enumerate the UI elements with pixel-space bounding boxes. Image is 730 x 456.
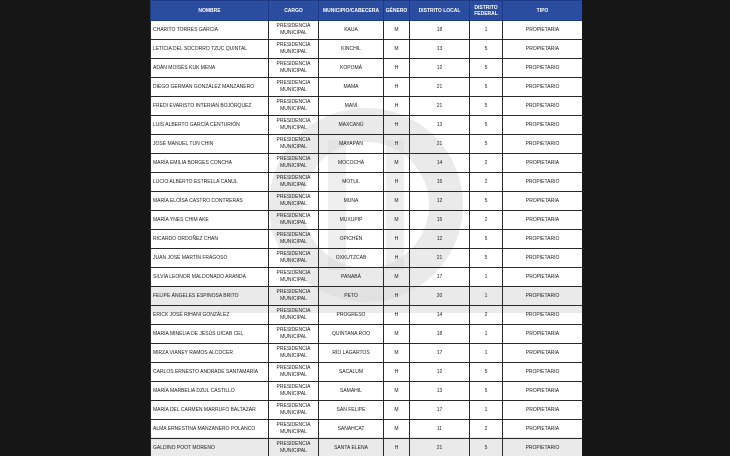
cell-municipio: PROGRESO <box>319 306 384 325</box>
cell-distrito-federal: 1 <box>470 21 503 40</box>
cell-nombre: FREDI EVARISTO INTERIÁN BOJÓRQUEZ <box>151 97 269 116</box>
cell-distrito-local: 21 <box>410 78 470 97</box>
cell-genero: M <box>384 268 410 287</box>
cell-cargo: PRESIDENCIA MUNICIPAL <box>269 78 319 97</box>
header-genero: GÉNERO <box>384 1 410 21</box>
cell-tipo: PROPIETARIO <box>503 116 583 135</box>
table-row <box>151 192 583 211</box>
cell-municipio: SACALUM <box>319 363 384 382</box>
cell-distrito-federal: 5 <box>470 382 503 401</box>
cell-genero: H <box>384 173 410 192</box>
cell-nombre: MARÍA YNES CHIM AKE <box>151 211 269 230</box>
cell-tipo: PROPIETARIA <box>503 154 583 173</box>
cell-genero: H <box>384 439 410 456</box>
cell-distrito-local: 21 <box>410 97 470 116</box>
table-row <box>151 97 583 116</box>
cell-nombre: LUCIO ALBERTO ESTRELLA CANUL <box>151 173 269 192</box>
cell-nombre: JOSÉ MANUEL TUN CHIN <box>151 135 269 154</box>
cell-genero: H <box>384 59 410 78</box>
cell-cargo: PRESIDENCIA MUNICIPAL <box>269 363 319 382</box>
cell-cargo: PRESIDENCIA MUNICIPAL <box>269 59 319 78</box>
cell-cargo: PRESIDENCIA MUNICIPAL <box>269 382 319 401</box>
cell-nombre: CHARITO TORRES GARCÍA <box>151 21 269 40</box>
cell-nombre: ADÁN MOISÉS KUK MENA <box>151 59 269 78</box>
cell-genero: H <box>384 363 410 382</box>
cell-tipo: PROPIETARIO <box>503 287 583 306</box>
cell-nombre: MARÍA DEL CARMEN MARRUFO BALTAZAR <box>151 401 269 420</box>
table-row <box>151 363 583 382</box>
table-row <box>151 230 583 249</box>
cell-municipio: MUXUPIP <box>319 211 384 230</box>
cell-genero: H <box>384 116 410 135</box>
cell-distrito-federal: 2 <box>470 211 503 230</box>
table-row <box>151 59 583 78</box>
cell-municipio: SAN FELIPE <box>319 401 384 420</box>
cell-tipo: PROPIETARIA <box>503 344 583 363</box>
table-header-row <box>151 1 583 21</box>
cell-genero: M <box>384 211 410 230</box>
cell-distrito-federal: 1 <box>470 287 503 306</box>
cell-tipo: PROPIETARIO <box>503 306 583 325</box>
cell-municipio: MUNA <box>319 192 384 211</box>
cell-distrito-federal: 5 <box>470 439 503 456</box>
cell-municipio: MAXCANÚ <box>319 116 384 135</box>
cell-distrito-federal: 5 <box>470 363 503 382</box>
table-row <box>151 211 583 230</box>
cell-municipio: SANTA ELENA <box>319 439 384 456</box>
cell-distrito-federal: 1 <box>470 344 503 363</box>
cell-municipio: KOPOMÁ <box>319 59 384 78</box>
cell-cargo: PRESIDENCIA MUNICIPAL <box>269 249 319 268</box>
cell-municipio: KINCHIL <box>319 40 384 59</box>
cell-municipio: SANAHCAT <box>319 420 384 439</box>
cell-tipo: PROPIETARIO <box>503 135 583 154</box>
cell-nombre: FELIPE ÁNGELES ESPINOSA BRITO <box>151 287 269 306</box>
cell-genero: H <box>384 230 410 249</box>
header-tipo: TIPO <box>503 1 583 21</box>
cell-distrito-local: 18 <box>410 325 470 344</box>
cell-cargo: PRESIDENCIA MUNICIPAL <box>269 306 319 325</box>
cell-cargo: PRESIDENCIA MUNICIPAL <box>269 268 319 287</box>
cell-distrito-local: 13 <box>410 40 470 59</box>
cell-tipo: PROPIETARIA <box>503 420 583 439</box>
cell-municipio: MANÍ <box>319 97 384 116</box>
cell-distrito-federal: 5 <box>470 192 503 211</box>
table-row <box>151 420 583 439</box>
cell-distrito-federal: 1 <box>470 325 503 344</box>
cell-genero: M <box>384 21 410 40</box>
cell-municipio: MAYAPÁN <box>319 135 384 154</box>
cell-distrito-federal: 5 <box>470 97 503 116</box>
cell-cargo: PRESIDENCIA MUNICIPAL <box>269 211 319 230</box>
cell-municipio: MOTUL <box>319 173 384 192</box>
cell-distrito-federal: 2 <box>470 154 503 173</box>
cell-distrito-federal: 5 <box>470 249 503 268</box>
cell-distrito-local: 17 <box>410 344 470 363</box>
cell-nombre: GALDINO POOT MORENO <box>151 439 269 456</box>
table-row <box>151 382 583 401</box>
cell-cargo: PRESIDENCIA MUNICIPAL <box>269 192 319 211</box>
cell-municipio: PANABÁ <box>319 268 384 287</box>
cell-municipio: QUINTANA ROO <box>319 325 384 344</box>
cell-distrito-local: 21 <box>410 439 470 456</box>
cell-distrito-local: 13 <box>410 116 470 135</box>
cell-tipo: PROPIETARIO <box>503 230 583 249</box>
cell-cargo: PRESIDENCIA MUNICIPAL <box>269 420 319 439</box>
cell-municipio: PETO <box>319 287 384 306</box>
cell-distrito-federal: 2 <box>470 420 503 439</box>
cell-municipio: SAMAHIL <box>319 382 384 401</box>
cell-cargo: PRESIDENCIA MUNICIPAL <box>269 154 319 173</box>
cell-tipo: PROPIETARIO <box>503 97 583 116</box>
cell-distrito-local: 12 <box>410 59 470 78</box>
cell-distrito-local: 15 <box>410 211 470 230</box>
cell-genero: M <box>384 325 410 344</box>
cell-municipio: MOCOCHÁ <box>319 154 384 173</box>
cell-nombre: LETICIA DEL SOCORRO TZUC QUINTAL <box>151 40 269 59</box>
cell-cargo: PRESIDENCIA MUNICIPAL <box>269 97 319 116</box>
cell-municipio: RÍO LAGARTOS <box>319 344 384 363</box>
cell-distrito-federal: 5 <box>470 230 503 249</box>
cell-distrito-local: 11 <box>410 420 470 439</box>
cell-cargo: PRESIDENCIA MUNICIPAL <box>269 401 319 420</box>
table-row <box>151 306 583 325</box>
cell-tipo: PROPIETARIO <box>503 363 583 382</box>
cell-distrito-local: 12 <box>410 192 470 211</box>
cell-genero: H <box>384 97 410 116</box>
cell-nombre: MARÍA MINELIA DE JESÚS UICAB CEL <box>151 325 269 344</box>
header-municipio: MUNICIPIO/CABECERA <box>319 1 384 21</box>
cell-cargo: PRESIDENCIA MUNICIPAL <box>269 135 319 154</box>
cell-tipo: PROPIETARIO <box>503 59 583 78</box>
cell-nombre: DIEGO GERMAN GONZÁLEZ MANZANERO <box>151 78 269 97</box>
cell-nombre: RICARDO ORDOÑEZ CHAN <box>151 230 269 249</box>
cell-nombre: MIRZA VIANEY RAMOS ALCOCER <box>151 344 269 363</box>
cell-tipo: PROPIETARIA <box>503 325 583 344</box>
table-row <box>151 21 583 40</box>
header-cargo: CARGO <box>269 1 319 21</box>
cell-nombre: MARÍA EMILIA BORGES CONCHA <box>151 154 269 173</box>
table-row <box>151 116 583 135</box>
cell-tipo: PROPIETARIA <box>503 192 583 211</box>
cell-genero: M <box>384 344 410 363</box>
table-row <box>151 287 583 306</box>
cell-distrito-local: 14 <box>410 154 470 173</box>
cell-distrito-federal: 1 <box>470 268 503 287</box>
cell-distrito-local: 13 <box>410 382 470 401</box>
cell-nombre: JUAN JOSÉ MARTÍN FRAGOSO <box>151 249 269 268</box>
cell-genero: M <box>384 401 410 420</box>
table-row <box>151 154 583 173</box>
cell-tipo: PROPIETARIO <box>503 173 583 192</box>
cell-municipio: MAMA <box>319 78 384 97</box>
table-row <box>151 135 583 154</box>
cell-genero: M <box>384 382 410 401</box>
cell-nombre: MARÍA ELOÍSA CASTRO CONTRERAS <box>151 192 269 211</box>
header-nombre: NOMBRE <box>151 1 269 21</box>
table-row <box>151 439 583 456</box>
cell-distrito-local: 14 <box>410 306 470 325</box>
cell-cargo: PRESIDENCIA MUNICIPAL <box>269 40 319 59</box>
cell-nombre: ALMA ERNESTINA MANZANERO POLANCO <box>151 420 269 439</box>
cell-distrito-local: 21 <box>410 249 470 268</box>
cell-tipo: PROPIETARIA <box>503 21 583 40</box>
cell-genero: M <box>384 40 410 59</box>
cell-municipio: OPICHÉN <box>319 230 384 249</box>
cell-distrito-federal: 5 <box>470 78 503 97</box>
cell-cargo: PRESIDENCIA MUNICIPAL <box>269 116 319 135</box>
cell-municipio: OXKUTZCAB <box>319 249 384 268</box>
cell-nombre: CARLOS ERNESTO ANDRADE SANTAMARÍA <box>151 363 269 382</box>
cell-cargo: PRESIDENCIA MUNICIPAL <box>269 21 319 40</box>
cell-tipo: PROPIETARIO <box>503 249 583 268</box>
table-row <box>151 40 583 59</box>
cell-distrito-local: 21 <box>410 135 470 154</box>
cell-distrito-federal: 5 <box>470 116 503 135</box>
cell-tipo: PROPIETARIO <box>503 78 583 97</box>
cell-genero: H <box>384 78 410 97</box>
cell-tipo: PROPIETARIA <box>503 268 583 287</box>
cell-tipo: PROPIETARIA <box>503 40 583 59</box>
cell-cargo: PRESIDENCIA MUNICIPAL <box>269 173 319 192</box>
cell-genero: H <box>384 249 410 268</box>
cell-nombre: SILVIA LEONOR MALDONADO ARANDA <box>151 268 269 287</box>
cell-distrito-local: 15 <box>410 173 470 192</box>
table-row <box>151 268 583 287</box>
candidates-table <box>150 0 582 456</box>
cell-distrito-federal: 1 <box>470 401 503 420</box>
table-row <box>151 249 583 268</box>
cell-genero: M <box>384 420 410 439</box>
cell-cargo: PRESIDENCIA MUNICIPAL <box>269 344 319 363</box>
cell-genero: M <box>384 192 410 211</box>
cell-distrito-local: 17 <box>410 268 470 287</box>
cell-genero: M <box>384 154 410 173</box>
table-row <box>151 401 583 420</box>
cell-nombre: ERICK JOSÉ RIHANI GONZÁLEZ <box>151 306 269 325</box>
cell-distrito-local: 12 <box>410 230 470 249</box>
cell-distrito-federal: 2 <box>470 173 503 192</box>
header-distrito-local: DISTRITO LOCAL <box>410 1 470 21</box>
cell-cargo: PRESIDENCIA MUNICIPAL <box>269 230 319 249</box>
cell-cargo: PRESIDENCIA MUNICIPAL <box>269 325 319 344</box>
cell-distrito-federal: 5 <box>470 135 503 154</box>
cell-nombre: LUIS ALBERTO GARCÍA CENTURIÓN <box>151 116 269 135</box>
table-row <box>151 173 583 192</box>
cell-cargo: PRESIDENCIA MUNICIPAL <box>269 439 319 456</box>
cell-distrito-local: 17 <box>410 401 470 420</box>
cell-tipo: PROPIETARIA <box>503 401 583 420</box>
cell-nombre: MARÍA MARBELIA DZUL CASTILLO <box>151 382 269 401</box>
document-page <box>150 0 582 456</box>
cell-genero: H <box>384 287 410 306</box>
cell-distrito-federal: 5 <box>470 59 503 78</box>
cell-distrito-local: 12 <box>410 363 470 382</box>
cell-distrito-local: 20 <box>410 287 470 306</box>
cell-municipio: KAUA <box>319 21 384 40</box>
header-distrito-federal: DISTRITO FEDERAL <box>470 1 503 21</box>
table-row <box>151 78 583 97</box>
cell-distrito-federal: 2 <box>470 306 503 325</box>
cell-tipo: PROPIETARIO <box>503 439 583 456</box>
cell-distrito-federal: 5 <box>470 40 503 59</box>
cell-tipo: PROPIETARIA <box>503 382 583 401</box>
cell-genero: H <box>384 135 410 154</box>
cell-distrito-local: 18 <box>410 21 470 40</box>
table-row <box>151 325 583 344</box>
table-row <box>151 344 583 363</box>
cell-cargo: PRESIDENCIA MUNICIPAL <box>269 287 319 306</box>
cell-genero: H <box>384 306 410 325</box>
cell-tipo: PROPIETARIA <box>503 211 583 230</box>
